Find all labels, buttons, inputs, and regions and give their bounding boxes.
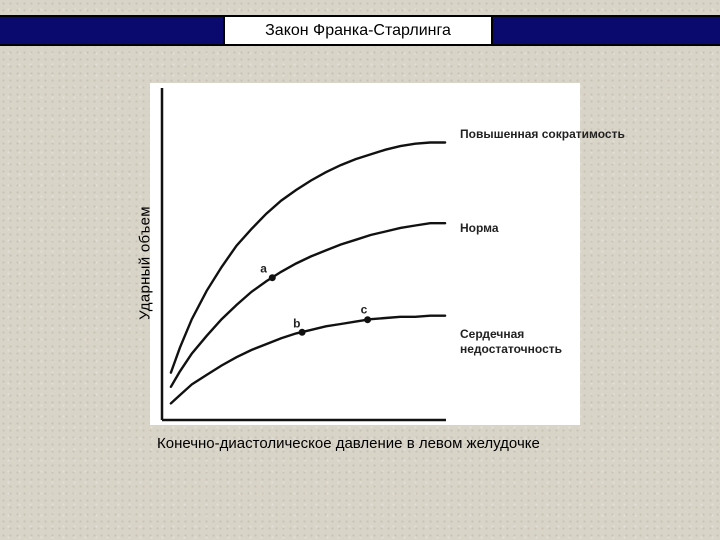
chart-curves (171, 143, 445, 404)
point-a (269, 274, 276, 281)
slide-title: Закон Франка-Старлинга (223, 15, 493, 46)
point-label-c: c (360, 302, 368, 317)
series-label-2: Норма (460, 221, 499, 235)
chart-series-labels (460, 127, 625, 356)
series-line-2 (171, 223, 445, 387)
series-label-1: Повышенная сократимость (460, 127, 625, 141)
point-c (364, 316, 371, 323)
chart-axes (162, 88, 446, 420)
point-label-b: b (293, 316, 301, 331)
y-axis-label: Ударный объем (136, 206, 154, 320)
point-label-a: a (260, 261, 267, 276)
series-label-3: Сердечная недостаточность (460, 327, 562, 356)
x-axis-label: Конечно-диастолическое давление в левом желудочке (157, 435, 540, 452)
chart-points (260, 262, 371, 336)
